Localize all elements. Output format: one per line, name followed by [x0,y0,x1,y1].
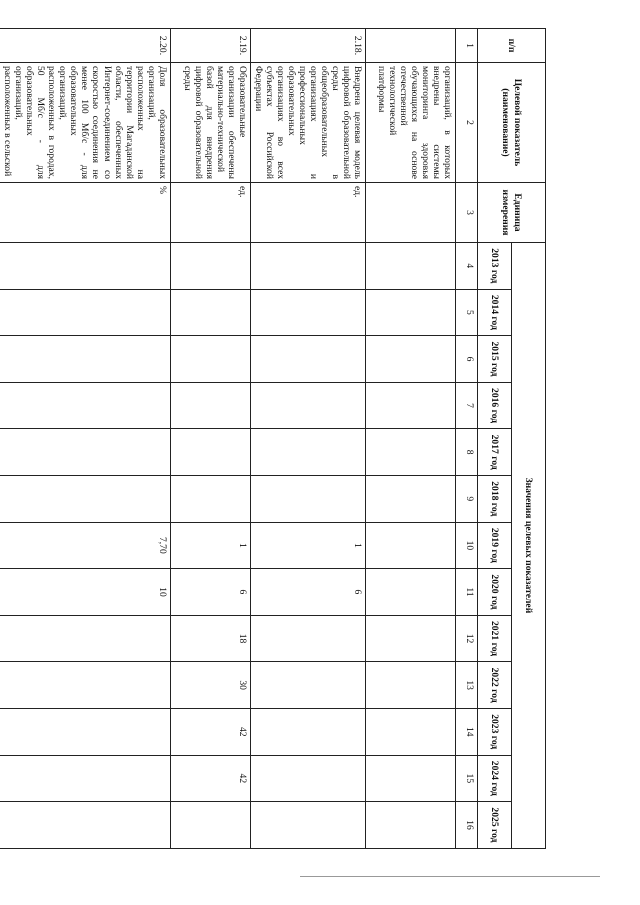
value-cell [366,382,456,429]
column-number: 7 [456,382,478,429]
value-cell [170,336,250,383]
value-cell [250,475,365,522]
value-cell [170,382,250,429]
header-year: 2020 год [478,569,512,616]
value-cell [0,382,170,429]
value-cell [366,522,456,569]
target-indicators-table [0,28,546,849]
value-cell [366,615,456,662]
column-number: 3 [456,183,478,243]
value-cell [170,429,250,476]
header-year: 2022 год [478,662,512,709]
value-cell: 42 [170,708,250,755]
value-cell: 1 [250,522,365,569]
value-cell: 6 [250,569,365,616]
value-cell [250,336,365,383]
indicator-name: Доля образовательных организаций, расположенных на территории Магаданской области, обеспеченных Интернет-соединением со скоростью соединения не менее 100 Мб/с - для образовательных организаций, расположенных в городах, 50 Мб/с - для образовательных организаций, расположенных в сельской [0,63,170,183]
table-row [170,29,250,849]
table-row [366,29,456,849]
column-number: 13 [456,662,478,709]
header-values: Значения целевых показателей [512,243,546,849]
value-cell [0,802,170,849]
header-year: 2025 год [478,802,512,849]
value-cell [250,662,365,709]
value-cell [366,802,456,849]
unit-cell: ед. [250,183,365,243]
value-cell [0,615,170,662]
value-cell: 18 [170,615,250,662]
column-number: 1 [456,29,478,63]
value-cell [0,429,170,476]
value-cell [366,243,456,290]
value-cell [250,289,365,336]
column-number: 15 [456,755,478,802]
value-cell [250,429,365,476]
value-cell [170,243,250,290]
indicator-name: организаций, в которых внедрены системы мониторинга здоровья обучающихся на основе отечественной технологической платформы [366,63,456,183]
value-cell [250,802,365,849]
value-cell [366,336,456,383]
value-cell [0,755,170,802]
row-number [366,29,456,63]
header-year: 2013 год [478,243,512,290]
indicator-name: Внедрена целевая модель цифровой образовательной среды в общеобразовательных организациях и профессиональных образовательных организациях во всех субъектах Российской Федерации [250,63,365,183]
header-indicator: Целевой показатель (наименование) [478,63,546,183]
value-cell [0,475,170,522]
value-cell: 42 [170,755,250,802]
row-number: 2.19. [170,29,250,63]
value-cell [366,755,456,802]
header-year: 2021 год [478,615,512,662]
column-number: 11 [456,569,478,616]
header-year: 2024 год [478,755,512,802]
value-cell: 1 [170,522,250,569]
header-year: 2023 год [478,708,512,755]
header-unit: Единица измерения [478,183,546,243]
column-number: 4 [456,243,478,290]
header-year: 2017 год [478,429,512,476]
column-number: 16 [456,802,478,849]
value-cell [0,708,170,755]
column-number: 9 [456,475,478,522]
column-number: 6 [456,336,478,383]
value-cell: 7,70 [0,522,170,569]
indicator-name: Образовательные организации обеспечены материально-технической базой для внедрения цифровой образовательной среды [170,63,250,183]
column-number: 2 [456,63,478,183]
table-row [250,29,365,849]
value-cell [170,475,250,522]
header-year: 2016 год [478,382,512,429]
column-number: 14 [456,708,478,755]
row-number: 2.20. [0,29,170,63]
column-number: 8 [456,429,478,476]
column-number: 5 [456,289,478,336]
value-cell [366,429,456,476]
table-row [0,29,170,849]
value-cell [0,662,170,709]
value-cell [250,755,365,802]
value-cell [366,708,456,755]
value-cell [250,382,365,429]
value-cell [366,475,456,522]
column-number: 10 [456,522,478,569]
header-year: 2019 год [478,522,512,569]
header-year: 2014 год [478,289,512,336]
column-number: 12 [456,615,478,662]
unit-cell [366,183,456,243]
value-cell [0,289,170,336]
value-cell [0,336,170,383]
value-cell [170,802,250,849]
value-cell [250,615,365,662]
value-cell [366,662,456,709]
value-cell [0,243,170,290]
unit-cell: % [0,183,170,243]
value-cell [170,289,250,336]
value-cell [366,569,456,616]
header-num: п/п [478,29,546,63]
value-cell: 30 [170,662,250,709]
value-cell [250,243,365,290]
value-cell: 10 [0,569,170,616]
value-cell [250,708,365,755]
footer-divider [300,876,600,877]
header-year: 2018 год [478,475,512,522]
rotated-table-container [2,28,546,848]
row-number: 2.18. [250,29,365,63]
unit-cell: ед. [170,183,250,243]
value-cell [366,289,456,336]
header-year: 2015 год [478,336,512,383]
value-cell: 6 [170,569,250,616]
